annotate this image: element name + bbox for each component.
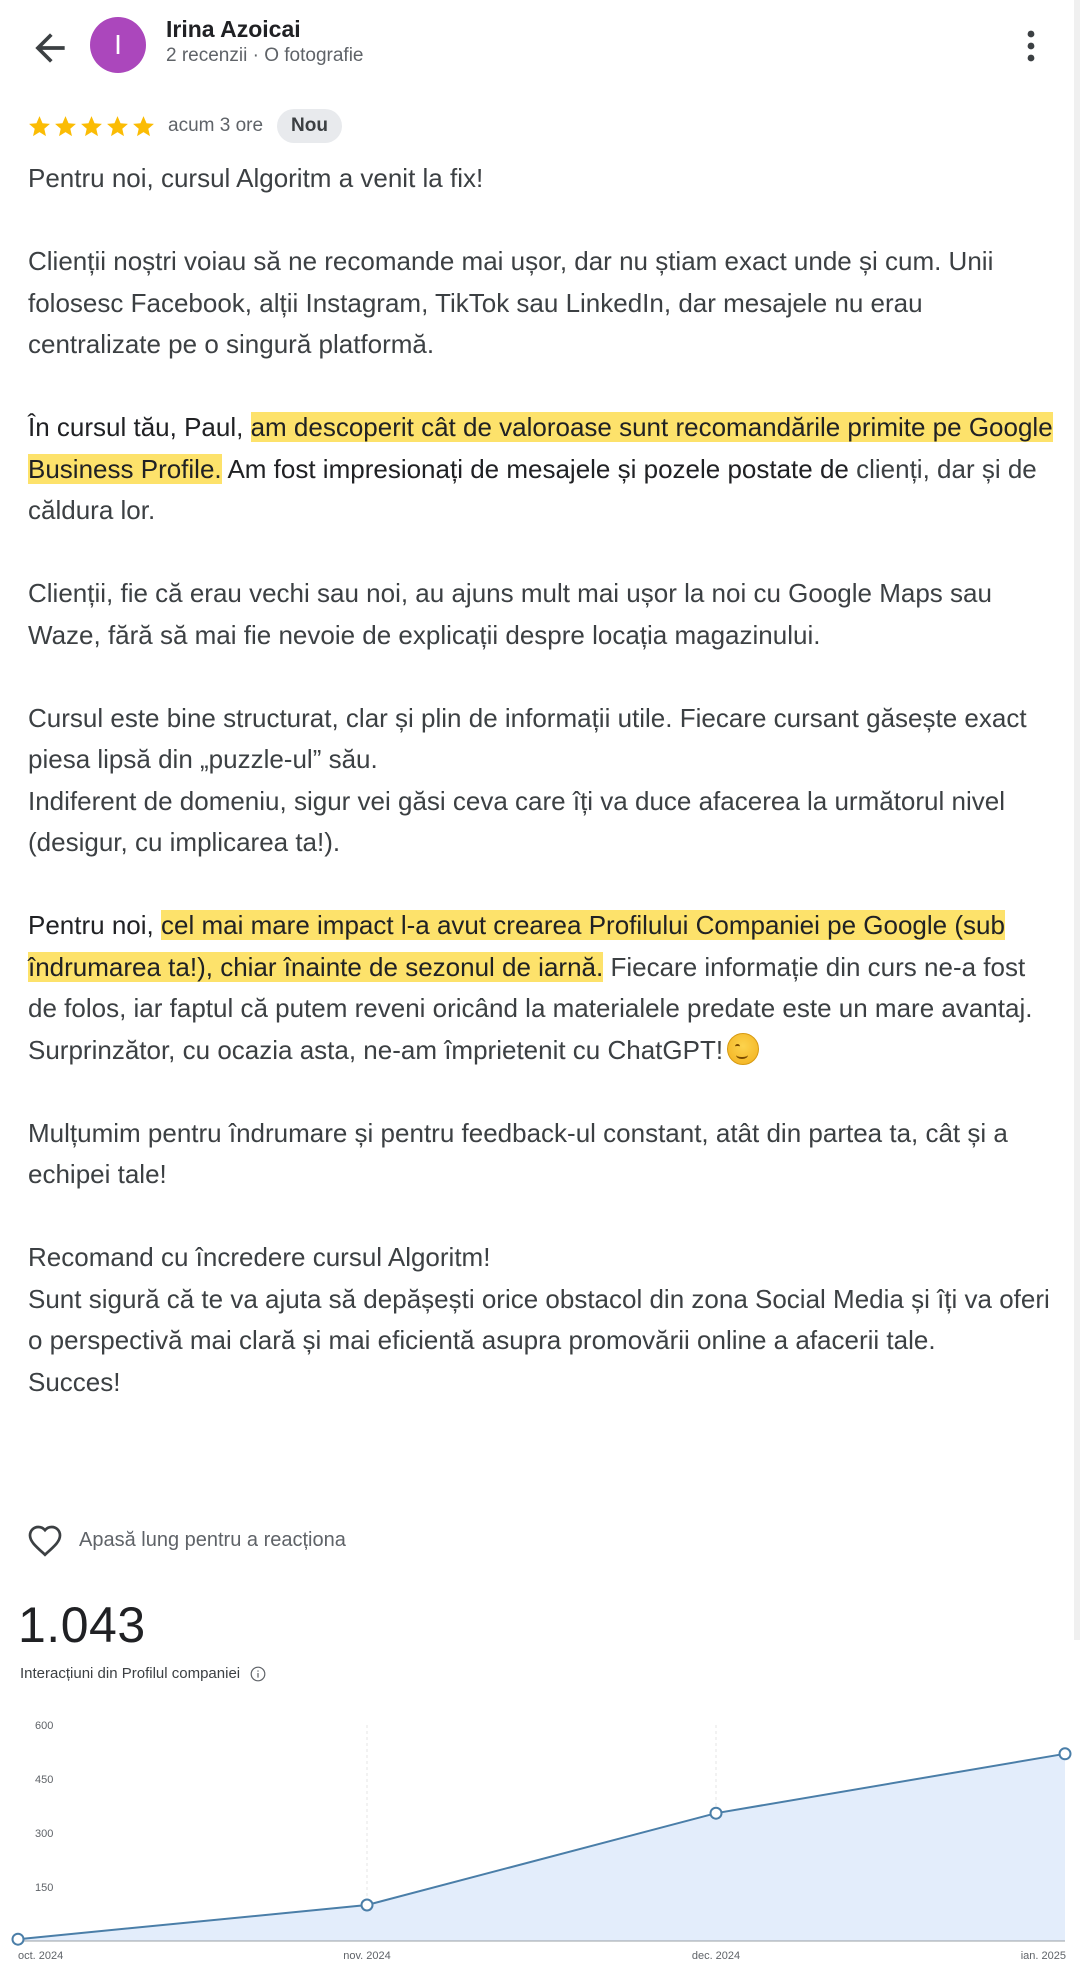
metric-value: 1.043 [18,1597,146,1653]
star-rating [27,114,156,139]
chart-data-point [362,1900,373,1911]
chart-y-tick-label: 300 [35,1828,54,1840]
review-text [28,158,1058,1403]
star-icon [105,114,130,139]
chart-area [18,1754,1065,1941]
highlighted-text: am descoperit cât de valoroase sunt recomandările primite pe Google Business Profile. [28,412,1053,484]
chart-data-point [1060,1748,1071,1759]
chart-y-tick-label: 450 [35,1774,54,1786]
review-paragraph: Mulțumim pentru îndrumare și pentru feedback-ul constant, atât din partea ta, cât și a echipei tale! [28,1117,1008,1189]
chart-data-point [711,1808,722,1819]
reviewer-meta: 2 recenzii · O fotografie [166,45,364,66]
review-paragraph: Recomand cu încredere cursul Algoritm! Sunt sigură că te va ajuta să depășești orice obstacol din zona Social Media și îți va oferi o perspectivă mai clară și mai eficientă asupra promovării online a afacerii tale. Succes! [28,1242,1050,1397]
avatar[interactable] [90,17,146,73]
more-vertical-icon[interactable] [1018,26,1044,66]
review-header [0,0,1080,96]
star-icon [53,114,78,139]
star-icon [131,114,156,139]
review-paragraph: Cursul este bine structurat, clar și plin de informații utile. Fiecare cursant găsește exact piesa lipsă din „puzzle-ul” său. Indiferent de domeniu, sigur vei găsi ceva care îți va duce afacerea la următorul nivel (desigur, cu implicarea ta!). [28,702,1027,857]
chart-y-tick-label: 150 [35,1882,54,1894]
chart-x-tick-label: oct. 2024 [18,1950,64,1962]
review-paragraph: Clienții, fie că erau vechi sau noi, au ajuns mult mai ușor la noi cu Google Maps sau Waze, fără să mai fie nevoie de explicații despre locația magazinului. [28,578,992,650]
review-time: acum 3 ore [168,115,264,136]
chart-y-tick-label: 600 [35,1720,54,1732]
chart-x-tick-label: ian. 2025 [1020,1950,1066,1962]
reviewer-name[interactable]: Irina Azoicai [166,16,301,42]
review-paragraph: Pentru noi, cel mai mare impact l-a avut crearea Profilului Companiei pe Google (sub îndrumarea ta!), chiar înainte de sezonul de iarnă. Fiecare informație din curs ne-a fost de folos, iar faptul că putem reveni oricând la materialele predate este un mare avantaj. Surprinzător, cu ocazia asta, ne-am împrietenit cu ChatGPT! [28,910,1033,1065]
avatar-letter: I [114,29,122,60]
scrollbar[interactable] [1074,0,1080,1640]
chart-data-point [13,1934,24,1945]
chart-x-tick-label: dec. 2024 [691,1950,741,1962]
chart-x-tick-label: nov. 2024 [343,1950,391,1962]
highlighted-text: cel mai mare impact l-a avut crearea Profilului Companiei pe Google (sub îndrumarea ta!), chiar înainte de sezonul de iarnă. [28,910,1005,982]
review-paragraph: Pentru noi, cursul Algoritm a venit la fix! [28,163,484,193]
review-paragraph: Clienții noștri voiau să ne recomande mai ușor, dar nu știam exact unde și cum. Unii folosesc Facebook, alții Instagram, TikTok sau LinkedIn, dar mesajele nu erau centralizate pe o singură platformă. [28,246,994,359]
rating-row [27,108,342,144]
star-icon [79,114,104,139]
review-paragraph: În cursul tău, Paul, am descoperit cât de valoroase sunt recomandările primite pe Google Business Profile. Am fost impresionați de mesajele și pozele postate de clienți, dar și de căldura lor. [28,412,1053,525]
heart-outline-icon [27,1524,63,1557]
star-icon [27,114,52,139]
info-icon[interactable] [250,1666,266,1682]
interactions-chart [0,1715,1080,1965]
metric-label: Interacțiuni din Profilul companiei [20,1665,266,1682]
arrow-left-icon[interactable] [28,26,72,70]
react-label: Apasă lung pentru a reacționa [79,1529,346,1551]
smiling-face-emoji-icon [727,1033,759,1065]
react-button[interactable] [27,1524,346,1557]
new-badge: Nou [277,109,342,143]
